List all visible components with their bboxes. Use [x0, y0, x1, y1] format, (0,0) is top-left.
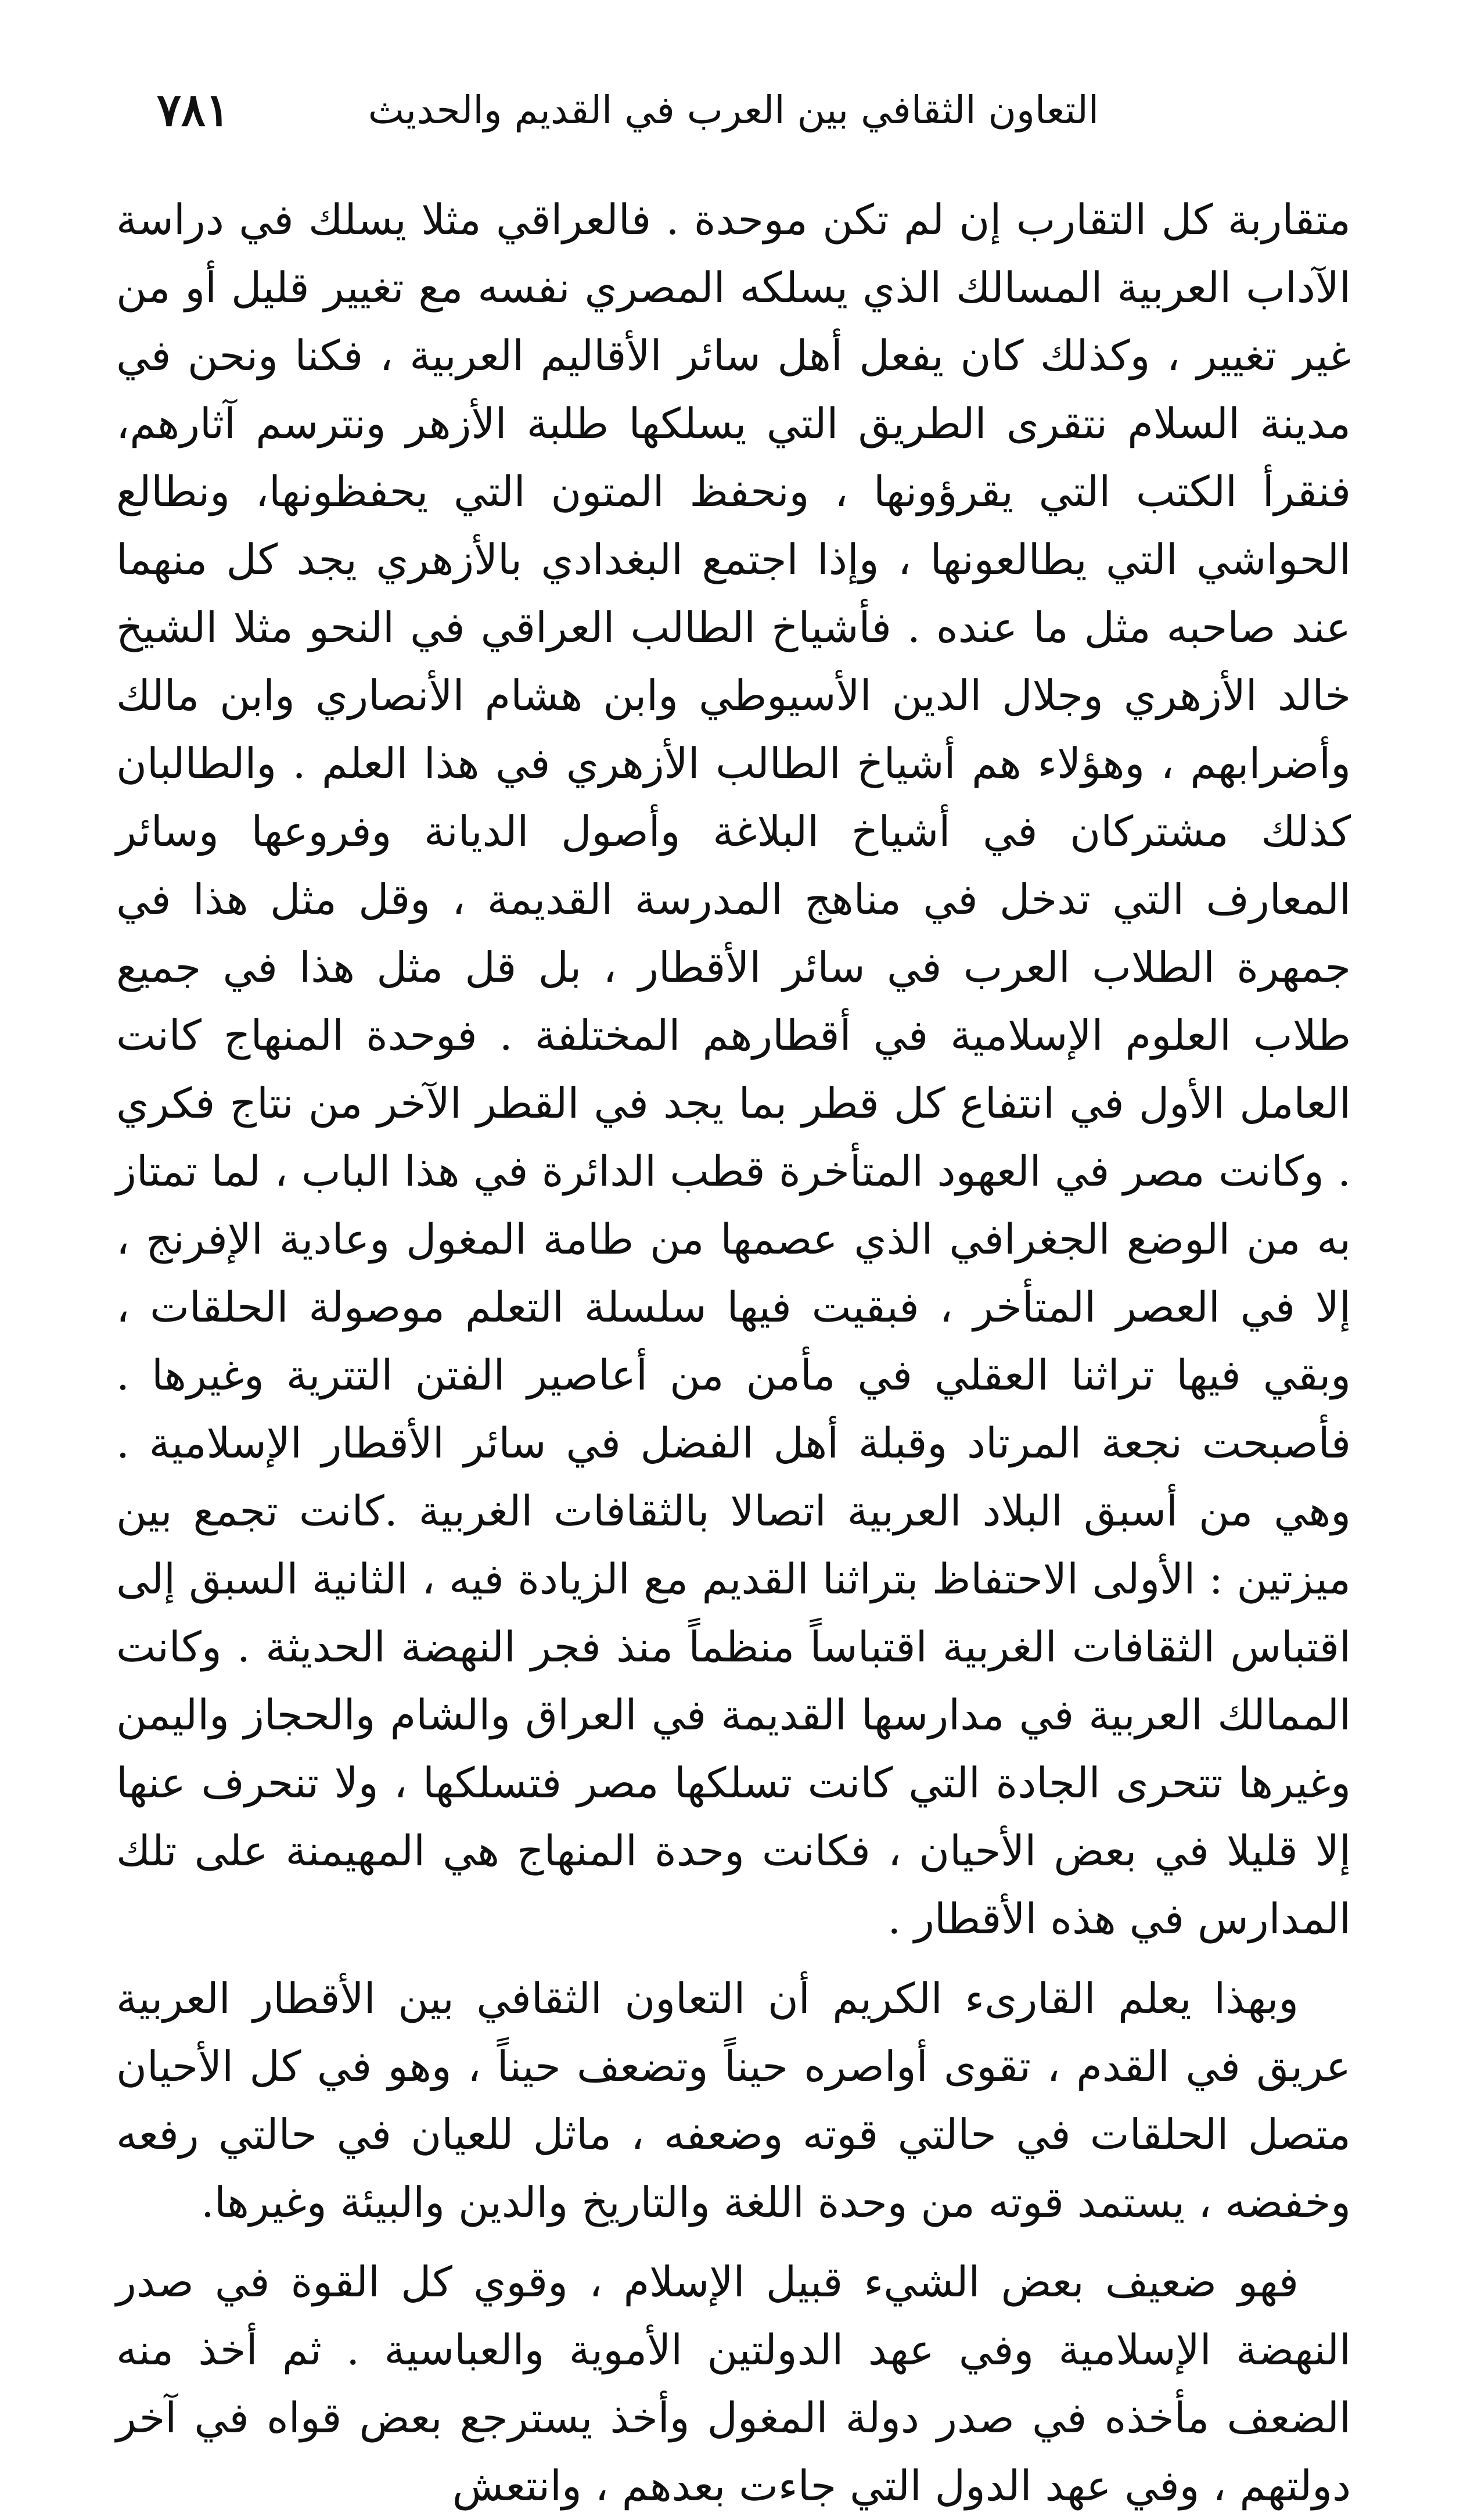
running-title: التعاون الثقافي بين العرب في القديم والحديث: [368, 88, 1099, 132]
paragraph: وبهذا يعلم القارىء الكريم أن التعاون الثقافي بين الأقطار العربية عريق في القدم ، تقوى أواصره حيناً وتضعف حيناً ، وهو في كل الأحيان متصل الحلقات في حالتي قوته وضعفه ، ماثل للعيان في حالتي رفعه وخفضه ، يستمد قوته من وحدة اللغة والتاريخ والدين والبيئة وغيرها.: [116, 1974, 1351, 2227]
paragraph: فهو ضعيف بعض الشيء قبيل الإسلام ، وقوي كل القوة في صدر النهضة الإسلامية وفي عهد الدولتين الأموية والعباسية . ثم أخذ منه الضعف مأخذه في صدر دولة المغول وأخذ يسترجع بعض قواه في آخر دولتهم ، وفي عهد الدول التي جاءت بعدهم ، وانتعش: [116, 2257, 1351, 2510]
page-header: [116, 76, 1351, 145]
paragraph: متقاربة كل التقارب إن لم تكن موحدة . فالعراقي مثلا يسلك في دراسة الآداب العربية المسالك الذي يسلكه المصري نفسه مع تغيير قليل أو من غير تغيير ، وكذلك كان يفعل أهل سائر الأقاليم العربية ، فكنا ونحن في مدينة السلام نتقرى الطريق التي يسلكها طلبة الأزهر ونترسم آثارهم، فنقرأ الكتب التي يقرؤونها ، ونحفظ المتون التي يحفظونها، ونطالع الحواشي التي يطالعونها ، وإذا اجتمع البغدادي بالأزهري يجد كل منهما عند صاحبه مثل ما عنده . فأشياخ الطالب العراقي في النحو مثلا الشيخ خالد الأزهري وجلال الدين الأسيوطي وابن هشام الأنصاري وابن مالك وأضرابهم ، وهؤلاء هم أشياخ الطالب الأزهري في هذا العلم . والطالبان كذلك مشتركان في أشياخ البلاغة وأصول الديانة وفروعها وسائر المعارف التي تدخل في مناهج المدرسة القديمة ، وقل مثل هذا في جمهرة الطلاب العرب في سائر الأقطار ، بل قل مثل هذا في جميع طلاب العلوم الإسلامية في أقطارهم المختلفة . فوحدة المنهاج كانت العامل الأول في انتفاع كل قطر بما يجد في القطر الآخر من نتاج فكري . وكانت مصر في العهود المتأخرة قطب الدائرة في هذا الباب ، لما تمتاز به من الوضع الجغرافي الذي عصمها من طامة المغول وعادية الإفرنج ، إلا في العصر المتأخر ، فبقيت فيها سلسلة التعلم موصولة الحلقات ، وبقي فيها تراثنا العقلي في مأمن من أعاصير الفتن التترية وغيرها . فأصبحت نجعة المرتاد وقبلة أهل الفضل في سائر الأقطار الإسلامية . وهي من أسبق البلاد العربية اتصالا بالثقافات الغربية .كانت تجمع بين ميزتين : الأولى الاحتفاظ بتراثنا القديم مع الزيادة فيه ، الثانية السبق إلى اقتباس الثقافات الغربية اقتباساً منظماً منذ فجر النهضة الحديثة . وكانت الممالك العربية في مدارسها القديمة في العراق والشام والحجاز واليمن وغيرها تتحرى الجادة التي كانت تسلكها مصر فتسلكها ، ولا تنحرف عنها إلا قليلا في بعض الأحيان ، فكانت وحدة المنهاج هي المهيمنة على تلك المدارس في هذه الأقطار .: [116, 195, 1351, 1943]
page-number: ٧٨١: [157, 84, 230, 137]
page-body: [116, 186, 1351, 2510]
